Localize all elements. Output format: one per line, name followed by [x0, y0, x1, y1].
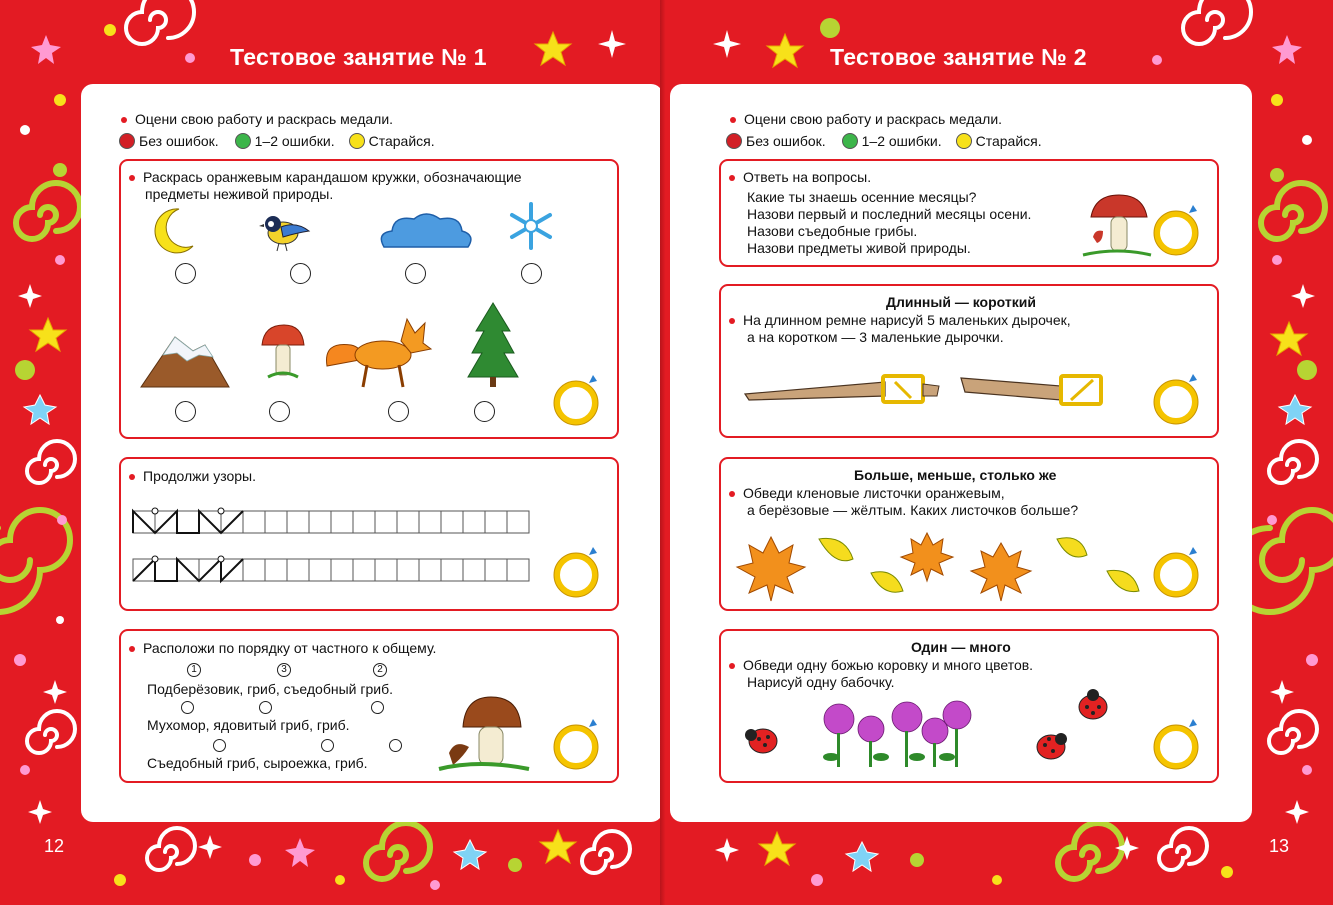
- pattern-grid-1[interactable]: [133, 507, 533, 537]
- order-mark: 1: [187, 663, 201, 677]
- answer-circle[interactable]: [388, 401, 409, 422]
- medal-ring-icon[interactable]: [553, 715, 603, 771]
- green-medal-icon: [842, 133, 858, 149]
- task-line: Подберёзовик, гриб, съедобный гриб.: [147, 681, 393, 697]
- task-heading: Больше, меньше, столько же: [854, 467, 1057, 483]
- medal-ring-icon[interactable]: [1153, 201, 1203, 257]
- answer-circle[interactable]: [405, 263, 426, 284]
- page-number: 13: [1269, 836, 1290, 856]
- medal-legend: [119, 133, 435, 149]
- medal-ring-icon[interactable]: [553, 371, 603, 427]
- instruction-text: Оцени свою работу и раскрась медали.: [744, 111, 1003, 127]
- legend-label: 1–2 ошибки.: [254, 133, 335, 149]
- answer-circle[interactable]: [175, 401, 196, 422]
- leaves-illustration: [735, 533, 1155, 605]
- task-line: а на коротком — 3 маленькие дырочки.: [747, 329, 1004, 345]
- task-answer-questions: [719, 159, 1219, 267]
- order-circle[interactable]: [181, 701, 194, 714]
- legend-label: Старайся.: [368, 133, 435, 149]
- order-mark: 3: [277, 663, 291, 677]
- medal-legend: [726, 133, 1042, 149]
- answer-circle[interactable]: [521, 263, 542, 284]
- order-mark: 2: [373, 663, 387, 677]
- red-medal-icon: [726, 133, 742, 149]
- task-heading: Длинный — короткий: [886, 294, 1036, 310]
- question-line: Назови первый и последний месяцы осени.: [747, 206, 1032, 222]
- left-page: [0, 0, 666, 905]
- long-belt-icon: [745, 374, 945, 408]
- green-medal-icon: [235, 133, 251, 149]
- task-one-many: [719, 629, 1219, 783]
- short-belt-icon: [961, 370, 1121, 410]
- order-circle[interactable]: [371, 701, 384, 714]
- question-line: Назови съедобные грибы.: [747, 223, 918, 239]
- snowflake-icon: [506, 201, 556, 251]
- cloud-icon: [376, 209, 476, 254]
- order-circle[interactable]: [259, 701, 272, 714]
- task-instruction: На длинном ремне нарисуй 5 маленьких дырочек,: [729, 312, 1071, 329]
- task-line: Мухомор, ядовитый гриб, гриб.: [147, 717, 350, 733]
- task-continue-patterns: [119, 457, 619, 611]
- task-instruction: Ответь на вопросы.: [729, 169, 871, 186]
- mushroom-icon: [1081, 191, 1153, 259]
- task-instruction: Расположи по порядку от частного к общему.: [129, 640, 436, 657]
- task-instruction: Раскрась оранжевым карандашом кружки, обозначающие: [129, 169, 522, 186]
- page-number: 12: [44, 836, 65, 856]
- bird-icon: [261, 211, 316, 256]
- pattern-grid-2[interactable]: [133, 555, 533, 585]
- self-assessment-instruction: [730, 111, 1002, 127]
- legend-label: Старайся.: [975, 133, 1042, 149]
- answer-circle[interactable]: [290, 263, 311, 284]
- task-instruction: Обведи кленовые листочки оранжевым,: [729, 485, 1005, 502]
- mountain-icon: [139, 331, 231, 391]
- bullet: [121, 117, 127, 123]
- ladybug-icon: [1031, 729, 1071, 763]
- task-order-general: [119, 629, 619, 783]
- task-line: Съедобный гриб, сыроежка, гриб.: [147, 755, 368, 771]
- task-living-nature: [119, 159, 619, 439]
- right-page: [667, 0, 1333, 905]
- page-title: Тестовое занятие № 1: [230, 44, 487, 70]
- task-instruction-line2: предметы неживой природы.: [145, 186, 334, 202]
- order-circle[interactable]: [213, 739, 226, 752]
- answer-circle[interactable]: [269, 401, 290, 422]
- task-line: Нарисуй одну бабочку.: [747, 674, 895, 690]
- answer-circle[interactable]: [175, 263, 196, 284]
- ladybug-icon: [741, 723, 783, 757]
- mushroom-icon: [439, 693, 534, 773]
- task-heading: Один — много: [911, 639, 1011, 655]
- order-circle[interactable]: [389, 739, 402, 752]
- order-circle[interactable]: [321, 739, 334, 752]
- fox-icon: [321, 311, 436, 391]
- page-title: Тестовое занятие № 2: [830, 44, 1087, 70]
- medal-ring-icon[interactable]: [553, 543, 603, 599]
- question-line: Какие ты знаешь осенние месяцы?: [747, 189, 977, 205]
- legend-label: Без ошибок.: [746, 133, 826, 149]
- question-line: Назови предметы живой природы.: [747, 240, 971, 256]
- red-medal-icon: [119, 133, 135, 149]
- ladybug-icon: [1073, 689, 1113, 723]
- medal-ring-icon[interactable]: [1153, 370, 1203, 426]
- yellow-medal-icon: [956, 133, 972, 149]
- moon-icon: [151, 206, 196, 256]
- flowers-illustration: [817, 701, 977, 771]
- mushroom-icon: [258, 323, 308, 383]
- content-panel: [81, 84, 663, 822]
- task-line: а берёзовые — жёлтым. Каких листочков больше?: [747, 502, 1079, 518]
- legend-label: 1–2 ошибки.: [861, 133, 942, 149]
- instruction-text: Оцени свою работу и раскрась медали.: [135, 111, 394, 127]
- task-long-short: [719, 284, 1219, 438]
- medal-ring-icon[interactable]: [1153, 543, 1203, 599]
- medal-ring-icon[interactable]: [1153, 715, 1203, 771]
- self-assessment-instruction: [121, 111, 393, 127]
- task-more-less: [719, 457, 1219, 611]
- yellow-medal-icon: [349, 133, 365, 149]
- task-instruction: Продолжи узоры.: [129, 468, 256, 485]
- bullet: [730, 117, 736, 123]
- fir-tree-icon: [466, 301, 521, 391]
- content-panel: [670, 84, 1252, 822]
- legend-label: Без ошибок.: [139, 133, 219, 149]
- answer-circle[interactable]: [474, 401, 495, 422]
- task-instruction: Обведи одну божью коровку и много цветов.: [729, 657, 1033, 674]
